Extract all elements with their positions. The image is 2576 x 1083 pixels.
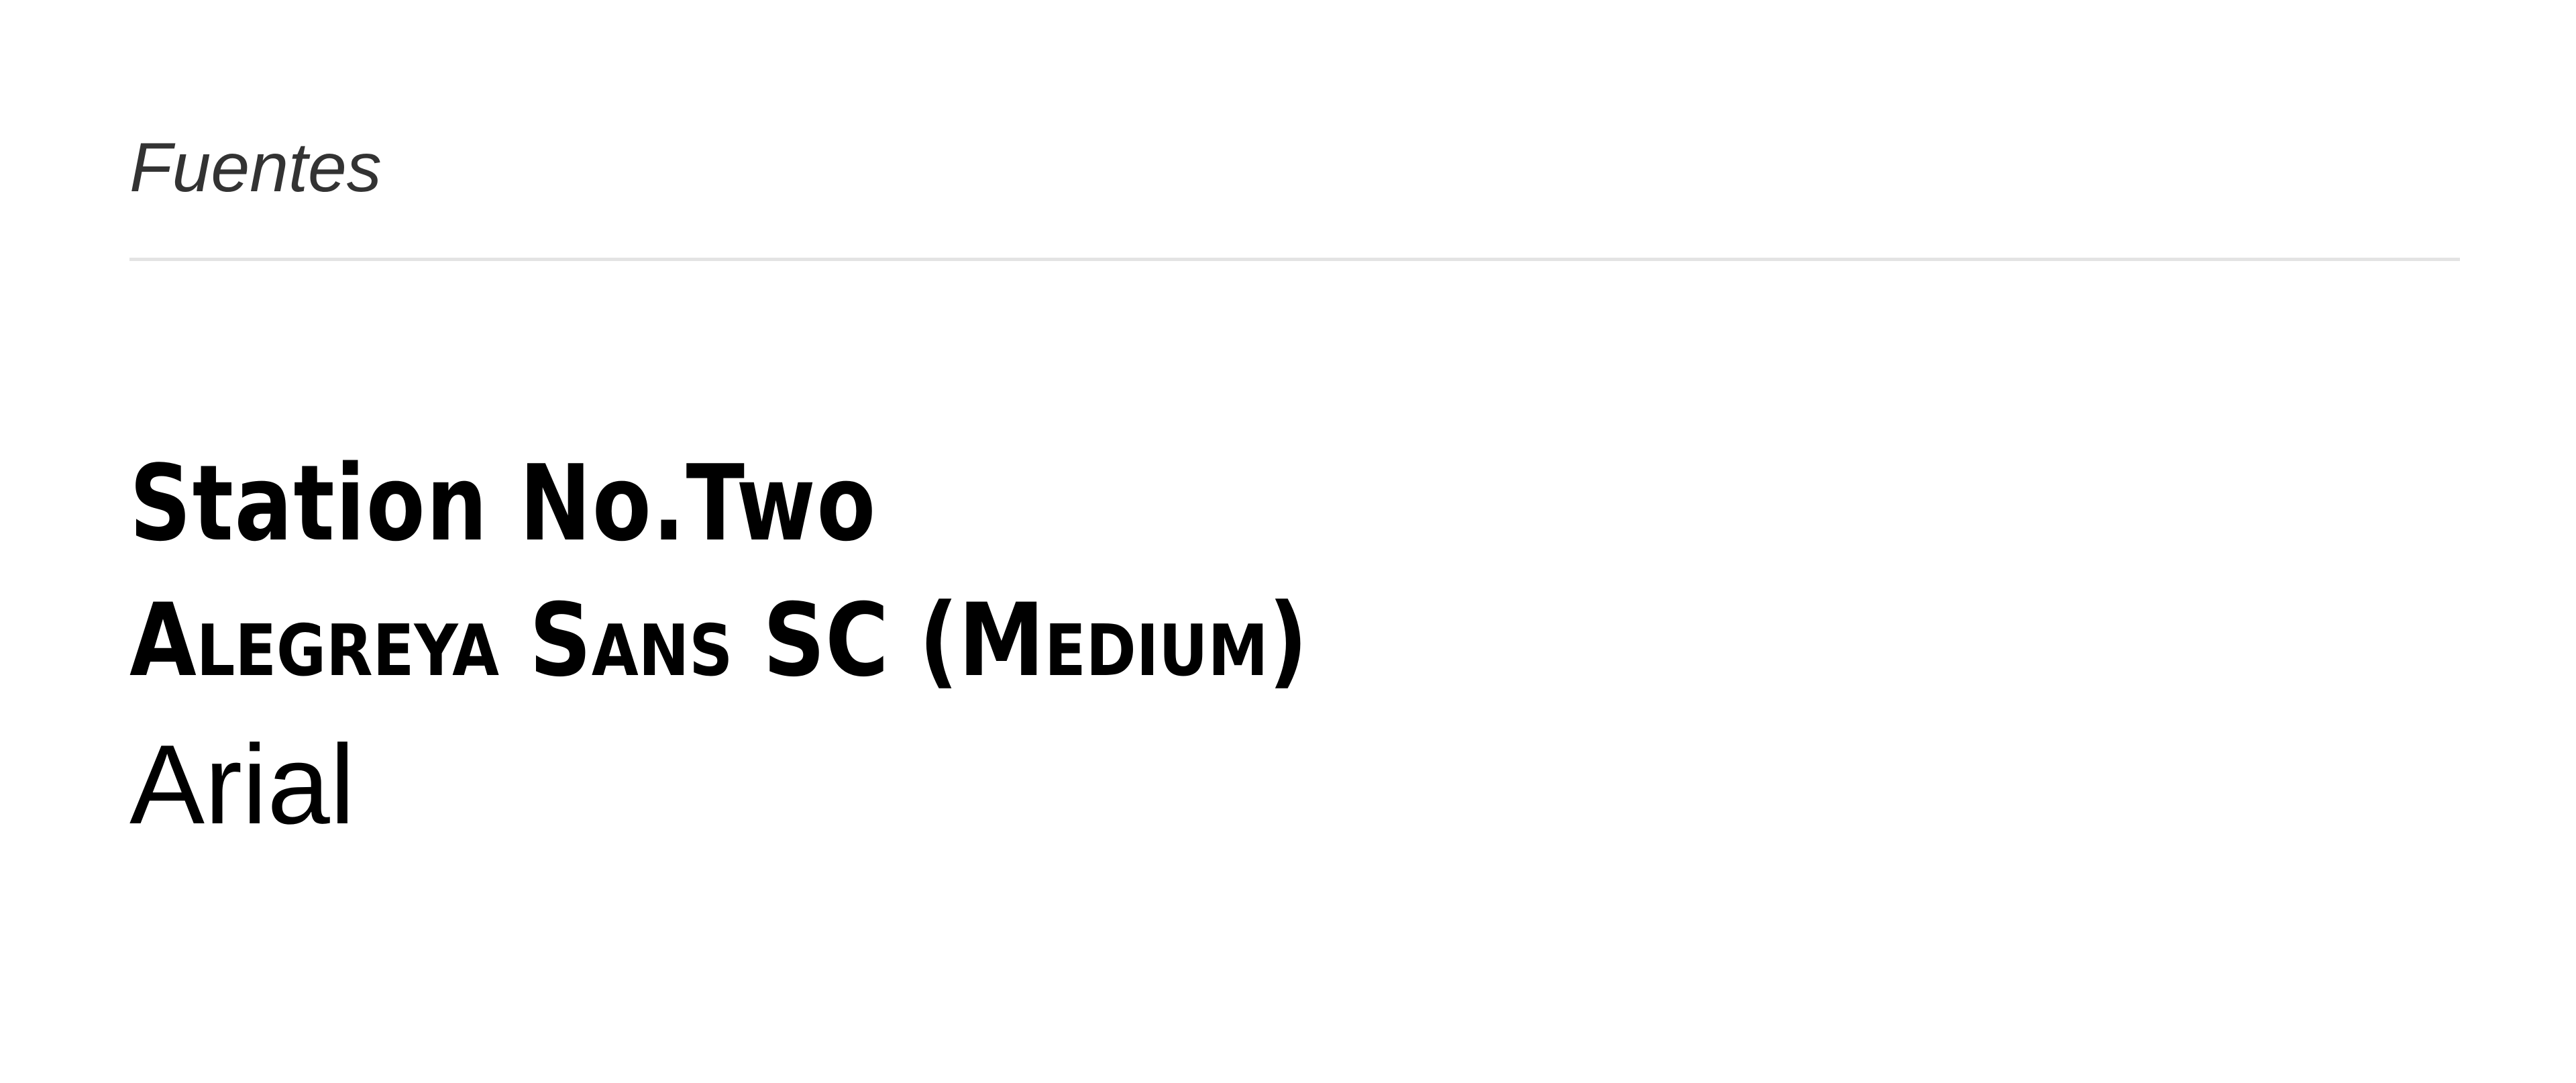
font-sample-station-no-two: Station No.Two (129, 442, 877, 564)
section-title: Fuentes (129, 129, 382, 207)
font-list (129, 443, 2460, 848)
section-divider (129, 258, 2460, 261)
font-sample-arial: Arial (129, 721, 356, 847)
fonts-section (129, 0, 2460, 1083)
font-sample-alegreya-sans-sc: Alegreya Sans SC (Medium) (129, 582, 1308, 699)
